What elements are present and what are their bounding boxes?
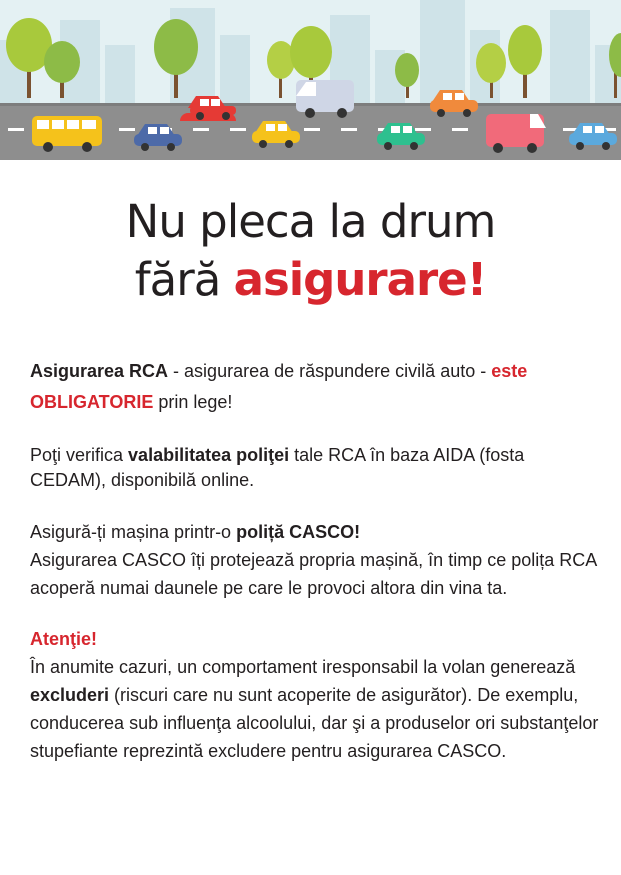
atentie-bold: excluderi — [30, 685, 110, 705]
casco-pre: Asigură-ți mașina printr-o — [30, 522, 237, 542]
casco-bold: poliță CASCO! — [236, 522, 361, 542]
aida-post: tale RCA în baza AIDA (fosta CEDAM), disponibilă online. — [30, 445, 525, 490]
atentie-post: (riscuri care nu sunt acoperite de asigurător). De exemplu, conducerea sub influenţa alcoolului, dar şi a produselor ori substanţelor stupefiante reprezintă excludere pentru asigurarea CASCO. — [30, 685, 599, 761]
paragraph-casco — [30, 518, 600, 602]
rca-red-1: este — [491, 361, 528, 381]
paragraph-aida — [30, 443, 600, 493]
atentie-pre: În anumite cazuri, un comportament iresponsabil la volan generează — [30, 657, 576, 677]
rca-mid: - asigurarea de răspundere civilă auto - — [168, 361, 492, 381]
title-line-2 — [0, 251, 621, 309]
traffic-banner — [0, 0, 621, 160]
aida-pre: Poţi verifica — [30, 445, 129, 465]
title-line-1: Nu pleca la drum — [125, 195, 496, 248]
rca-red-2: OBLIGATORIE — [30, 392, 154, 412]
page-title — [0, 193, 621, 309]
title-highlight: asigurare! — [233, 253, 487, 306]
rca-bold: Asigurarea RCA — [30, 361, 169, 381]
casco-body: Asigurarea CASCO îți protejează propria mașină, în timp ce polița RCA acoperă numai daunele pe care le provoci altora din vina ta. — [30, 550, 597, 598]
title-prefix: fără — [134, 253, 234, 306]
rca-tail: prin lege! — [153, 392, 233, 412]
paragraph-atentie — [30, 625, 600, 765]
aida-bold: valabilitatea poliţei — [128, 445, 290, 465]
atentie-heading: Atenţie! — [30, 629, 97, 649]
paragraph-rca — [30, 356, 600, 418]
body-text — [30, 356, 600, 765]
